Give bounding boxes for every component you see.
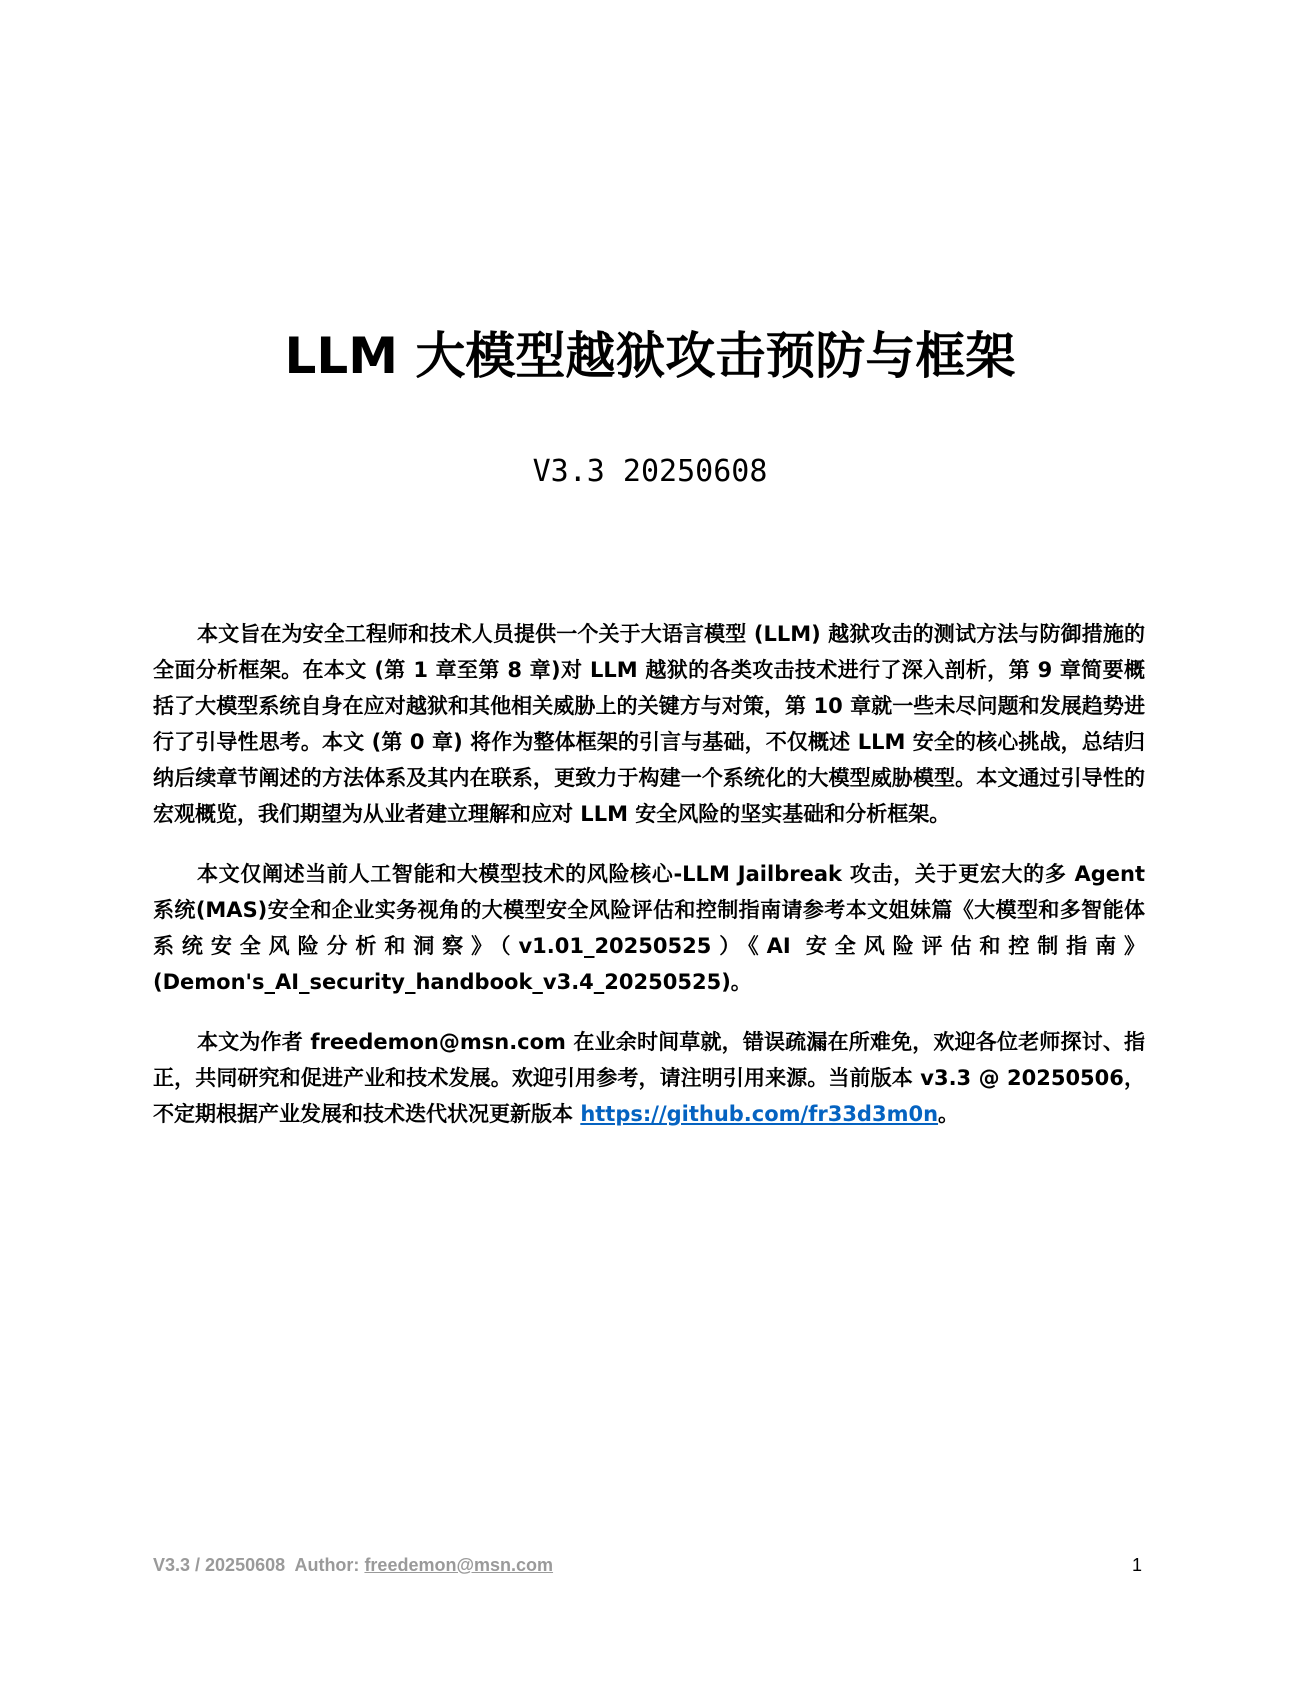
paragraph-author <box>153 1024 1145 1132</box>
footer-email-link[interactable]: freedemon@msn.com <box>364 1555 554 1575</box>
page-number: 1 <box>1131 1555 1142 1575</box>
github-link[interactable]: https://github.com/fr33d3m0n <box>580 1102 939 1126</box>
paragraph-scope: 本文仅阐述当前人工智能和大模型技术的风险核心-LLM Jailbreak 攻击，关于更宏大的多 Agent 系统(MAS)安全和企业实务视角的大模型安全风险评估和控制指南请参考本文姐妹篇《大模型和多智能体系统安全风险分析和洞察》（v1.01_20250525）《AI 安全风险评估和控制指南》(Demon's_AI_security_handbook_v3.4_20250525)。 <box>153 862 1145 994</box>
paragraph-intro: 本文旨在为安全工程师和技术人员提供一个关于大语言模型 (LLM) 越狱攻击的测试方法与防御措施的全面分析框架。在本文 (第 1 章至第 8 章)对 LLM 越狱的各类攻击技术进行了深入剖析，第 9 章简要概括了大模型系统自身在应对越狱和其他相关威胁上的关键方与对策，第 10 章就一些未尽问题和发展趋势进行了引导性思考。本文 (第 0 章) 将作为整体框架的引言与基础，不仅概述 LLM 安全的核心挑战，总结归纳后续章节阐述的方法体系及其内在联系，更致力于构建一个系统化的大模型威胁模型。本文通过引导性的宏观概览，我们期望为从业者建立理解和应对 LLM 安全风险的坚实基础和分析框架。 <box>153 622 1145 826</box>
page-footer <box>153 1555 1145 1576</box>
document-title: LLM 大模型越狱攻击预防与框架 <box>284 327 1016 385</box>
paragraph-author-end: 。 <box>938 1102 960 1126</box>
footer-version-author: V3.3 / 20250608 Author: <box>153 1555 365 1575</box>
paragraph-author-text: 本文为作者 freedemon@msn.com 在业余时间草就，错误疏漏在所难免，欢迎各位老师探讨、指正，共同研究和促进产业和技术发展。欢迎引用参考，请注明引用来源。当前版本 v3.3 @ 20250506，不定期根据产业发展和技术迭代状况更新版本 <box>153 1030 1145 1126</box>
document-body <box>153 616 1145 1156</box>
document-version: V3.3 20250608 <box>532 454 768 489</box>
